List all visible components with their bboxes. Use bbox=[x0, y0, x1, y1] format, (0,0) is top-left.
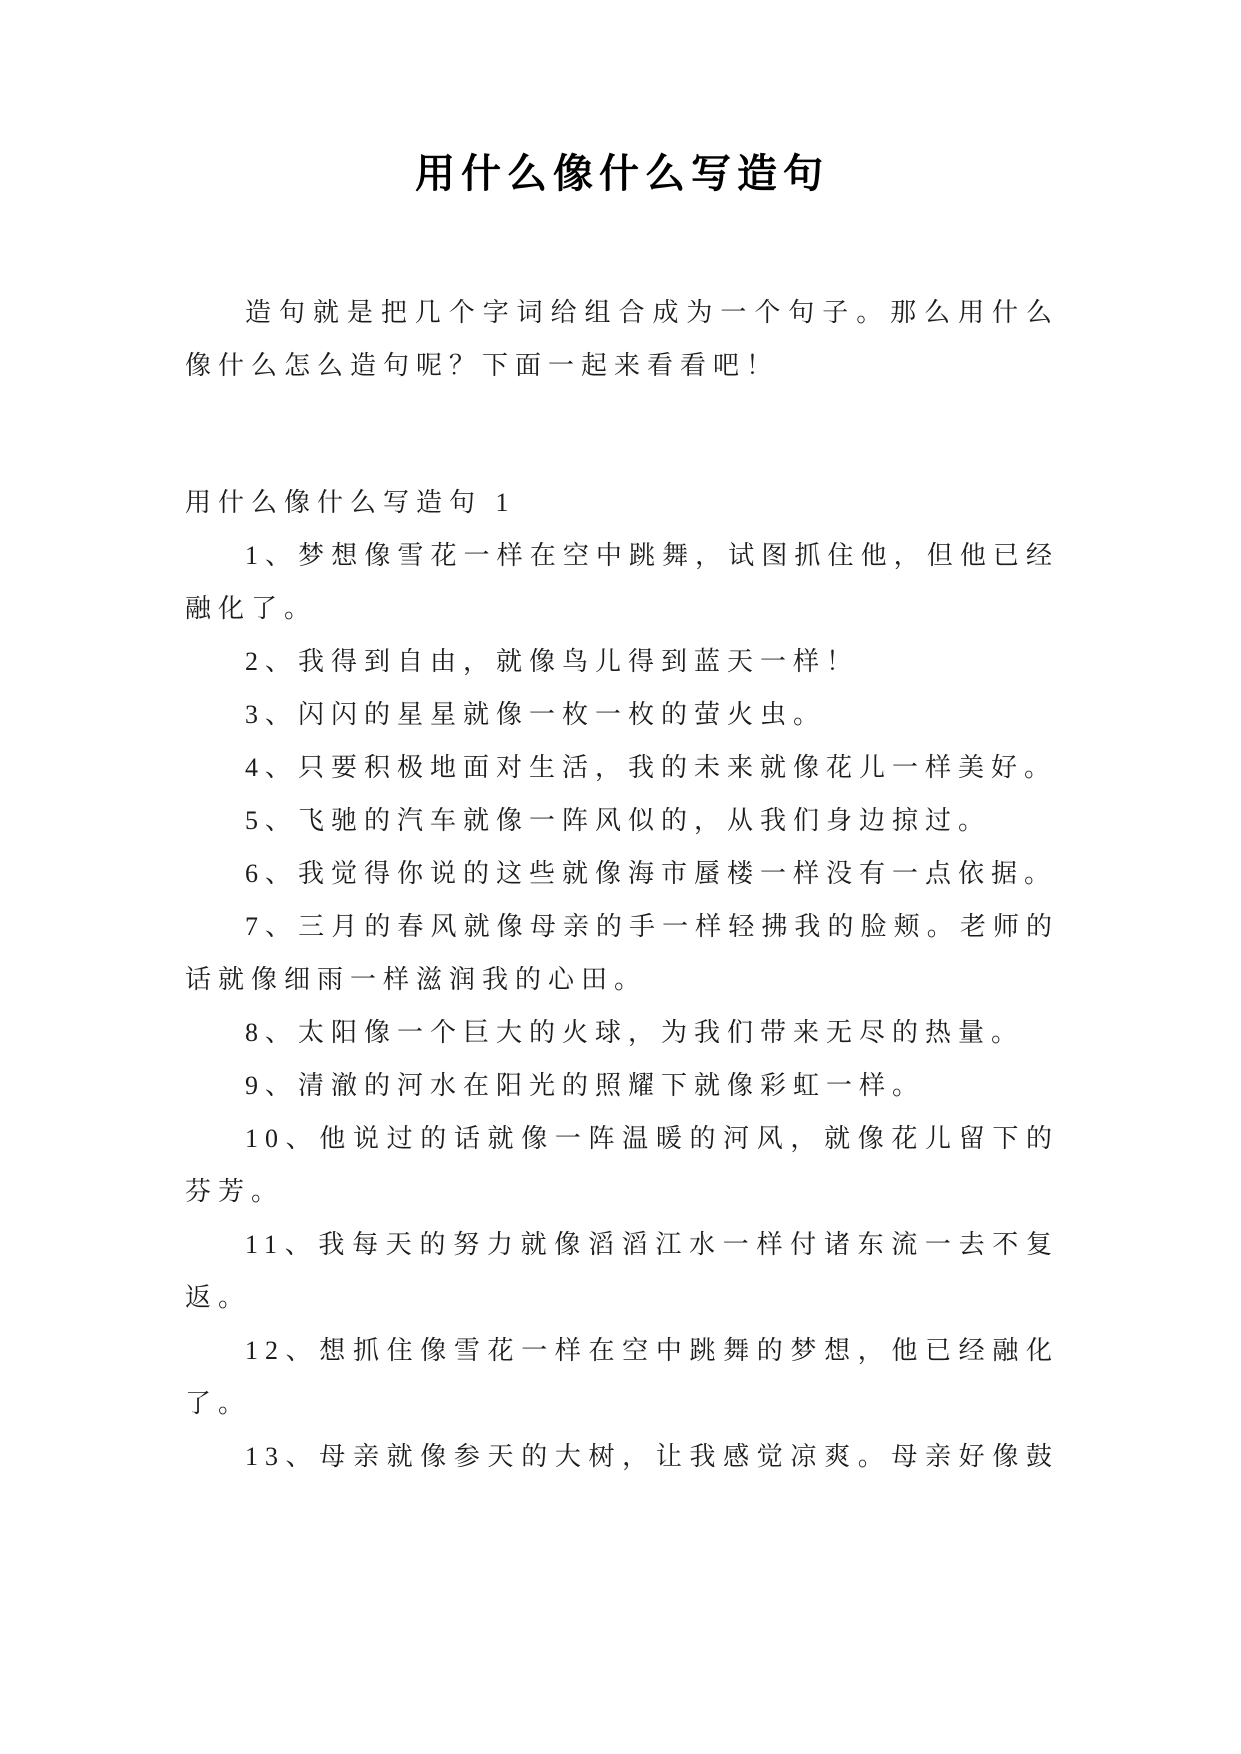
sentence-item-9: 9、清澈的河水在阳光的照耀下就像彩虹一样。 bbox=[245, 1071, 926, 1100]
sentence-item-5: 5、飞驰的汽车就像一阵风似的，从我们身边掠过。 bbox=[245, 806, 992, 835]
sentence-item-2: 2、我得到自由，就像鸟儿得到蓝天一样！ bbox=[245, 647, 860, 676]
sentence-item-4: 4、只要积极地面对生活，我的未来就像花儿一样美好。 bbox=[245, 753, 1058, 782]
sentence-item-13: 13、母亲就像参天的大树，让我感觉凉爽。母亲好像鼓 bbox=[245, 1442, 1059, 1471]
sentence-item-11: 11、我每天的努力就像滔滔江水一样付诸东流一去不复返。 bbox=[185, 1230, 1059, 1312]
sentence-item-6: 6、我觉得你说的这些就像海市蜃楼一样没有一点依据。 bbox=[245, 859, 1058, 888]
sentence-item-7: 7、三月的春风就像母亲的手一样轻拂我的脸颊。老师的话就像细雨一样滋润我的心田。 bbox=[185, 912, 1059, 994]
sentence-item-1: 1、梦想像雪花一样在空中跳舞，试图抓住他，但他已经融化了。 bbox=[185, 541, 1059, 623]
intro-paragraph: 造句就是把几个字词给组合成为一个句子。那么用什么像什么怎么造句呢？下面一起来看看吧！ bbox=[185, 298, 1059, 380]
sentence-item-3: 3、闪闪的星星就像一枚一枚的萤火虫。 bbox=[245, 700, 827, 729]
section-heading: 用什么像什么写造句 1 bbox=[185, 488, 516, 517]
sentence-item-8: 8、太阳像一个巨大的火球，为我们带来无尽的热量。 bbox=[245, 1018, 1025, 1047]
sentence-item-10: 10、他说过的话就像一阵温暖的河风，就像花儿留下的芬芳。 bbox=[185, 1124, 1059, 1206]
sentence-item-12: 12、想抓住像雪花一样在空中跳舞的梦想，他已经融化了。 bbox=[185, 1336, 1059, 1418]
document-title: 用什么像什么写造句 bbox=[415, 151, 829, 196]
